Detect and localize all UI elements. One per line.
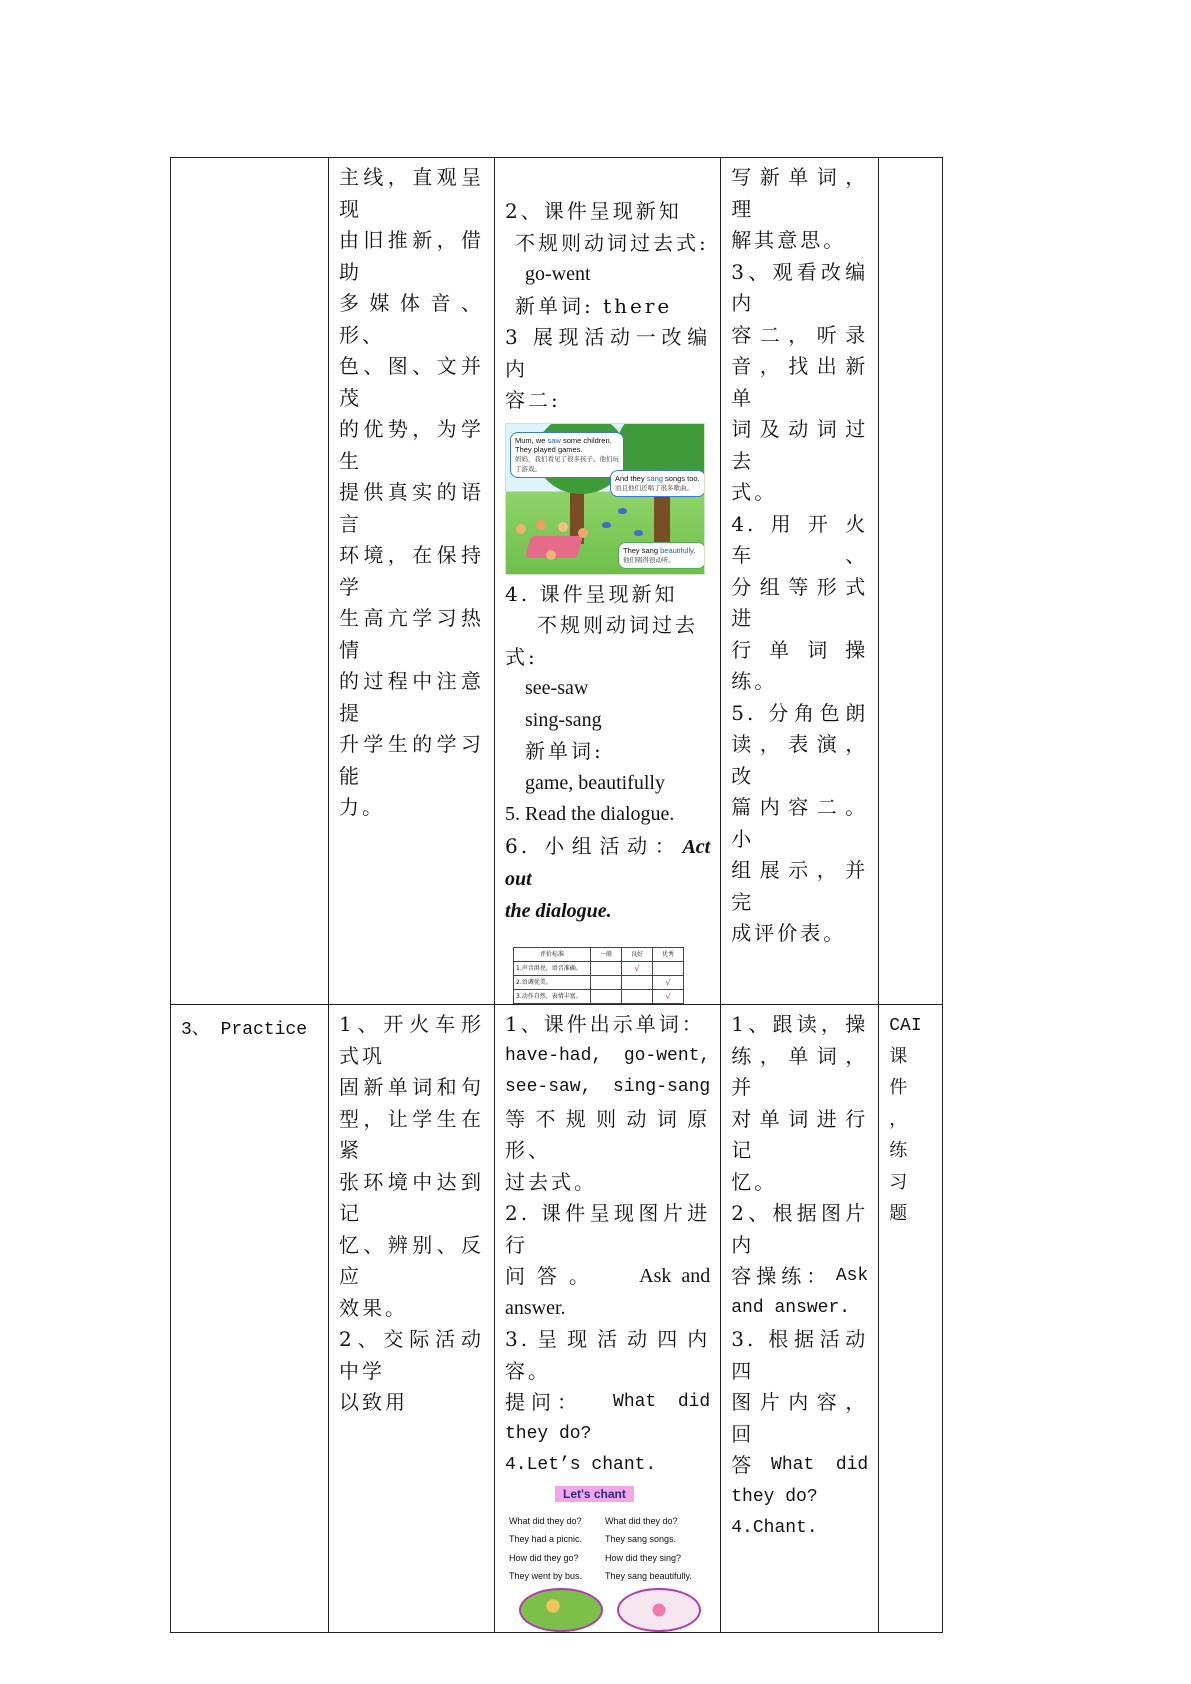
lesson-plan-table (170, 157, 943, 1633)
text-line: 容二: (505, 388, 561, 412)
text-line: 练，单词，并 (731, 1043, 869, 1099)
stage-label: 3、 Practice (181, 1020, 308, 1040)
text-line: 新单词: there (515, 293, 673, 318)
rating-mark (653, 962, 684, 976)
text-line: 组展示，并完 (731, 858, 869, 914)
picnic-picture (519, 1588, 603, 1632)
text-line: the dialogue. (505, 899, 612, 922)
text-line: 2. 课件呈现图片进行 (505, 1201, 711, 1257)
text-line: 不规则动词过去 (537, 613, 698, 637)
text-line: 张环境中达到记 (339, 1169, 484, 1225)
text-line: 的过程中注意提 (339, 669, 484, 725)
text-line: 型，让学生在紧 (339, 1106, 484, 1162)
text-line: 4.Chant. (731, 1518, 818, 1538)
text-line: 行单词操练。 (731, 637, 869, 693)
text-line: 答 What did (731, 1453, 869, 1477)
text-line: 3、观看改编内 (731, 259, 869, 315)
chant-title: Let's chant (555, 1486, 634, 1502)
rating-mark (591, 976, 622, 990)
resources-cell (879, 158, 943, 1005)
text-line: 2、课件呈现新知 (505, 199, 682, 223)
text-line: 件 ， (889, 1079, 908, 1131)
design-intent-cell (329, 158, 495, 1005)
text-line: 2、根据图片内 (731, 1201, 869, 1257)
table-row (171, 158, 943, 1005)
teacher-activity-cell (495, 1005, 721, 1633)
text-line: 多媒体音、形、 (339, 291, 484, 347)
evaluation-table (513, 947, 684, 1004)
text-line: they do? (731, 1486, 818, 1507)
text-line: 1、开火车形式巩 (339, 1012, 484, 1068)
text-line: answer. (505, 1296, 566, 1319)
text-line: 题 (889, 1205, 908, 1225)
text-line: 5. Read the dialogue. (505, 803, 675, 825)
text-line: sing-sang (525, 708, 602, 731)
singing-picture (617, 1588, 701, 1632)
text-line: 以致用 (339, 1390, 408, 1414)
text-line: 读，表演，改 (731, 732, 869, 788)
text-line: 等不规则动词原形、 (505, 1106, 711, 1162)
text-line: 忆。 (731, 1169, 778, 1194)
text-line: 音，找出新单 (731, 354, 869, 410)
speech-bubble: And they sang songs too. 而且他们还唱了很多歌曲。 (610, 470, 705, 497)
speech-bubble: Mum, we saw some children. They played games. 妈妈，我们看见了很多孩子。他们玩了游戏。 (510, 432, 624, 478)
text-line: 4.Let’s chant. (505, 1455, 657, 1475)
text-line: and answer. (731, 1297, 851, 1318)
text-line: 词及动词过去 (731, 417, 869, 473)
rating-mark: √ (622, 962, 653, 976)
text-line: 忆、辨别、反应 (339, 1232, 484, 1288)
text-line: 的优势，为学生 (339, 417, 484, 473)
text-line: they do? (505, 1423, 592, 1444)
rating-header: 优秀 (653, 948, 684, 962)
text-line: 生高亢学习热情 (339, 606, 484, 662)
rating-mark (591, 990, 622, 1004)
text-line: 练 习 (889, 1142, 908, 1194)
rating-criterion: 3.动作自然，表情丰富。 (514, 990, 591, 1004)
text-line: 篇内容二。小 (731, 795, 869, 851)
speech-bubble: They sang beautifully. 他们唱得很动听。 (618, 542, 705, 569)
text-line: go-went (525, 263, 591, 285)
text-line: 提供真实的语言 (339, 480, 484, 536)
rating-mark (622, 990, 653, 1004)
text-line: 图片内容，回 (731, 1390, 869, 1446)
text-line: 1、跟读，操 (731, 1012, 869, 1036)
rating-header: 良好 (622, 948, 653, 962)
rating-criterion: 2.语调优美。 (514, 976, 591, 990)
text-line: have-had, go-went, (505, 1045, 711, 1066)
text-line: 力。 (339, 795, 385, 819)
student-activity-cell (721, 158, 879, 1005)
chant-illustration (505, 1484, 701, 1632)
text-line: 容操练： Ask (731, 1264, 869, 1288)
rating-mark (591, 962, 622, 976)
text-line: 环境，在保持学 (339, 543, 484, 599)
text-line: game, beautifully (525, 771, 665, 794)
text-line: 容二，听录 (731, 322, 869, 347)
text-line: 提问： What did (505, 1390, 711, 1414)
text-line: 式。 (731, 480, 778, 504)
student-activity-cell (721, 1005, 879, 1633)
text-line: 问答。 Ask and (505, 1264, 711, 1288)
design-intent-cell (329, 1005, 495, 1633)
rating-header: 一般 (591, 948, 622, 962)
text-line: 3 展现活动一改编内 (505, 325, 711, 381)
resources-cell (879, 1005, 943, 1633)
text-line: see-saw, sing-sang (505, 1077, 711, 1097)
teacher-activity-cell (495, 158, 721, 1005)
text-line: 由旧推新，借助 (339, 228, 484, 284)
chant-column: What did they do? They had a picnic. How did they go? They went by bus. (509, 1515, 583, 1581)
rating-criterion: 1.声音洪亮，语音准确。 (514, 962, 591, 976)
text-line: 不规则动词过去式: (515, 230, 709, 255)
text-line: 1、课件出示单词： (505, 1012, 705, 1036)
text-line: 新单词: (525, 739, 604, 763)
text-line: CAI 课 (889, 1016, 922, 1068)
rating-mark: √ (653, 990, 684, 1004)
text-line: 过去式。 (505, 1169, 597, 1194)
text-line: 4.用开火车、 (731, 511, 869, 567)
text-line: 主线，直观呈现 (339, 165, 484, 221)
text-line: see-saw (525, 677, 589, 699)
text-line: 3. 根据活动四 (731, 1327, 869, 1383)
text-line: 写新单词，理 (731, 165, 869, 221)
text-line: 对单词进行记 (731, 1106, 869, 1162)
rating-mark: √ (653, 976, 684, 990)
text-line: 分组等形式进 (731, 574, 869, 630)
text-line: 式: (505, 644, 538, 669)
rating-header: 评价标准 (514, 948, 591, 962)
text-line: 4. 课件呈现新知 (505, 581, 678, 606)
chant-column: What did they do? They sang songs. How did they sing? They sang beautifully. (605, 1515, 692, 1581)
table-row (171, 1005, 943, 1633)
text-line: 3.呈现活动四内容。 (505, 1327, 711, 1383)
rating-mark (622, 976, 653, 990)
text-line: 解其意思。 (731, 228, 847, 252)
text-line: 6. 小组活动：Act out (505, 833, 711, 890)
text-line: 升学生的学习能 (339, 732, 484, 788)
text-line: 2、交际活动中学 (339, 1327, 484, 1383)
stage-cell (171, 1005, 329, 1633)
text-line: 5. 分角色朗 (731, 700, 869, 725)
dialogue-illustration (505, 423, 705, 575)
text-line: 色、图、文并茂 (339, 354, 484, 410)
text-line: 成评价表。 (731, 921, 847, 945)
text-line: 固新单词和句 (339, 1075, 484, 1099)
text-line: 效果。 (339, 1295, 408, 1320)
stage-cell (171, 158, 329, 1005)
